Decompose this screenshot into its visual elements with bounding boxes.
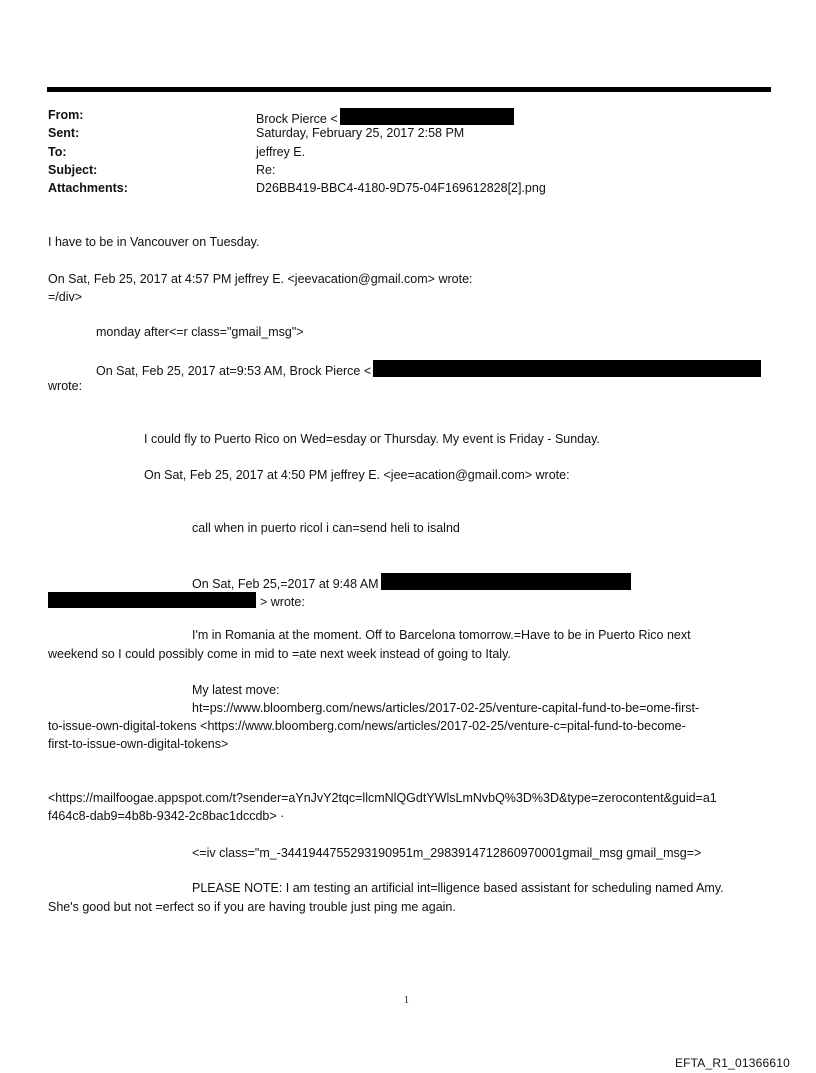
sent-label: Sent: [48,126,80,140]
fly-line: I could fly to Puerto Rico on Wed=esday or Thursday. My event is Friday - Sunday. [144,432,600,446]
subject-label: Subject: [48,163,98,177]
header-rule [47,87,771,92]
quote1-intro: On Sat, Feb 25, 2017 at 4:57 PM jeffrey E. <jeevacation@gmail.com> wrote: [48,272,473,286]
bloomberg-url-3[interactable]: first-to-issue-own-digital-tokens> [48,737,229,751]
redaction-block [340,108,514,125]
note-line-2: She's good but not =erfect so if you are having trouble just ping me again. [48,900,456,914]
to-value: jeffrey E. [256,145,306,159]
from-name: Brock Pierce < [256,112,338,126]
sent-value: Saturday, February 25, 2017 2:58 PM [256,126,465,140]
romania-line-1: I'm in Romania at the moment. Off to Barcelona tomorrow.=Have to be in Puerto Rico next [192,628,691,642]
quote4-intro [192,573,631,591]
call-line: call when in puerto ricol i can=send heli to isalnd [192,521,460,535]
monday-line: monday after<=r class="gmail_msg"> [96,325,304,339]
redaction-block [373,360,761,377]
redaction-block [48,592,256,608]
attachments-label: Attachments: [48,181,128,195]
quote4-text: On Sat, Feb 25,=2017 at 9:48 AM [192,577,379,591]
from-label: From: [48,108,84,122]
mailfoogae-url-2[interactable]: f464c8-dab9=4b8b-9342-2c8bac1dccdb> · [48,809,285,823]
bloomberg-url-2[interactable]: to-issue-own-digital-tokens <https://www.bloomberg.com/news/articles/2017-02-25/venture-c=pital-fund-to-become- [48,719,686,733]
body-line-vancouver: I have to be in Vancouver on Tuesday. [48,235,260,249]
quote1-div: =/div> [48,290,83,304]
quote2-wrote: wrote: [48,379,83,393]
attachment-filename[interactable]: D26BB419-BBC4-4180-9D75-04F169612828[2].png [256,181,546,195]
document-id: EFTA_R1_01366610 [674,1056,790,1070]
to-label: To: [48,145,67,159]
quote2-text: On Sat, Feb 25, 2017 at=9:53 AM, Brock Pierce < [96,364,372,378]
quote2-intro [96,360,761,378]
redaction-block [381,573,631,590]
mailfoogae-url-1[interactable]: <https://mailfoogae.appspot.com/t?sender=aYnJvY2tqc=llcmNlQGdtYWlsLmNvbQ%3D%3D&type=zerocontent&guid=a1 [48,791,717,805]
latest-move: My latest move: [192,683,280,697]
romania-line-2: weekend so I could possibly come in mid to =ate next week instead of going to Italy. [48,647,511,661]
quote4-wrote-line [48,592,305,609]
bloomberg-url-1[interactable]: ht=ps://www.bloomberg.com/news/articles/2017-02-25/venture-capital-fund-to-be=ome-first- [192,701,700,715]
from-value [256,108,514,126]
quote4-wrote: > wrote: [260,595,305,609]
page-number: 1 [404,995,409,1006]
quote3-intro: On Sat, Feb 25, 2017 at 4:50 PM jeffrey E. <jee=acation@gmail.com> wrote: [144,468,570,482]
subject-value: Re: [256,163,276,177]
note-line-1: PLEASE NOTE: I am testing an artificial int=lligence based assistant for scheduling named Amy. [192,881,724,895]
div-class-line: <=iv class="m_-3441944755293190951m_2983914712860970001gmail_msg gmail_msg=> [192,846,702,860]
